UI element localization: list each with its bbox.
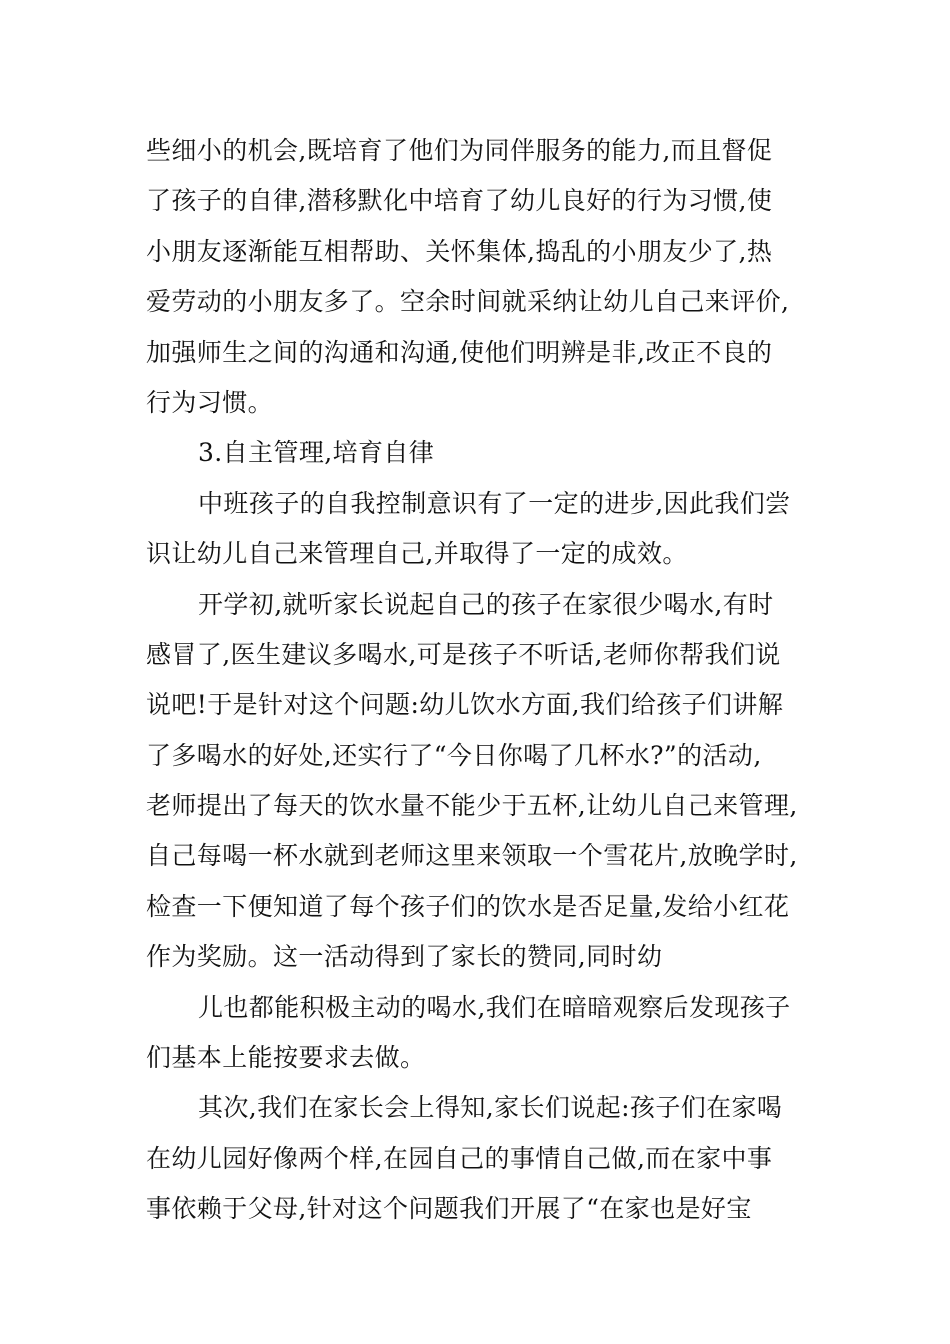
text-line: 加强师生之间的沟通和沟通,使他们明辨是非,改正不良的 bbox=[146, 337, 773, 367]
text-line: 了孩子的自律,潜移默化中培育了幼儿良好的行为习惯,使 bbox=[146, 186, 773, 216]
text-line: 说吧!于是针对这个问题:幼儿饮水方面,我们给孩子们讲解 bbox=[146, 690, 784, 720]
section-heading: 3.自主管理,培育自律 bbox=[198, 438, 435, 468]
text-line: 爱劳动的小朋友多了。空余时间就采纳让幼儿自己来评价, bbox=[146, 287, 790, 317]
text-line: 检查一下便知道了每个孩子们的饮水是否足量,发给小红花 bbox=[146, 891, 790, 921]
text-line: 行为习惯。 bbox=[146, 387, 274, 417]
text-line: 们基本上能按要求去做。 bbox=[146, 1043, 426, 1073]
text-line: 在幼儿园好像两个样,在园自己的事情自己做,而在家中事 bbox=[146, 1143, 773, 1173]
text-line: 小朋友逐渐能互相帮助、关怀集体,捣乱的小朋友少了,热 bbox=[146, 236, 773, 266]
text-line: 些细小的机会,既培育了他们为同伴服务的能力,而且督促 bbox=[146, 136, 773, 165]
text-line: 中班孩子的自我控制意识有了一定的进步,因此我们尝 bbox=[198, 488, 791, 518]
text-line: 开学初,就听家长说起自己的孩子在家很少喝水,有时 bbox=[198, 589, 774, 619]
text-line: 了多喝水的好处,还实行了“今日你喝了几杯水?”的活动, bbox=[146, 740, 762, 770]
document-page bbox=[146, 126, 816, 1235]
text-line: 其次,我们在家长会上得知,家长们说起:孩子们在家喝 bbox=[198, 1093, 783, 1123]
text-line: 儿也都能积极主动的喝水,我们在暗暗观察后发现孩子 bbox=[198, 992, 791, 1022]
text-line: 自己每喝一杯水就到老师这里来领取一个雪花片,放晚学时, bbox=[146, 841, 798, 871]
text-line: 识让幼儿自己来管理自己,并取得了一定的成效。 bbox=[146, 539, 688, 569]
text-line: 事依赖于父母,针对这个问题我们开展了“在家也是好宝 bbox=[146, 1194, 752, 1224]
text-line: 老师提出了每天的饮水量不能少于五杯,让幼儿自己来管理, bbox=[146, 791, 798, 821]
text-line: 作为奖励。这一活动得到了家长的赞同,同时幼 bbox=[146, 942, 663, 972]
text-line: 感冒了,医生建议多喝水,可是孩子不听话,老师你帮我们说 bbox=[146, 639, 781, 669]
